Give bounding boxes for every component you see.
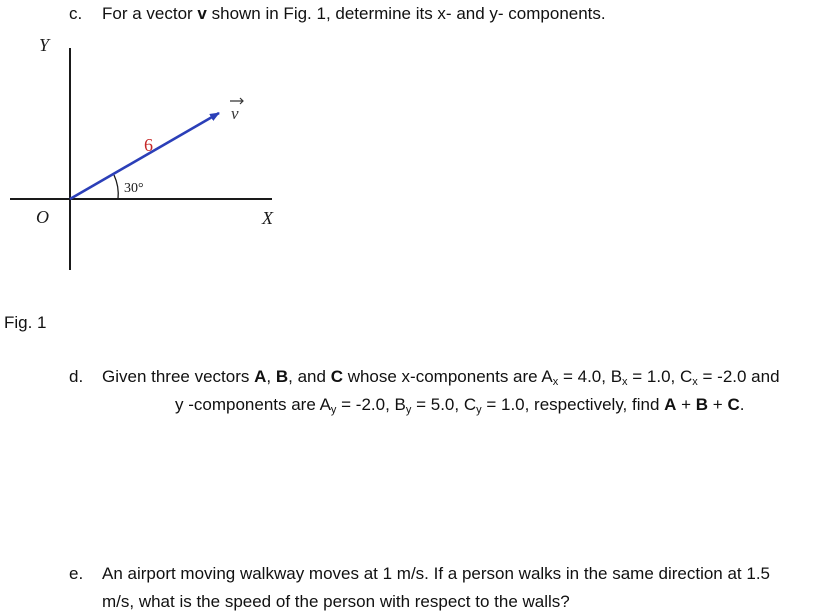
question-d-line-2 xyxy=(175,395,744,415)
vector-v-symbol: v xyxy=(197,4,207,23)
question-e-line-2: m/s, what is the speed of the person with respect to the walls? xyxy=(102,592,570,611)
subscript-x: x xyxy=(692,376,698,388)
origin-label: O xyxy=(36,207,49,227)
vector-v-label: v xyxy=(231,104,239,123)
ay-value: = -2.0, B xyxy=(336,395,406,414)
question-d-letter: d. xyxy=(69,367,84,386)
sum-b-symbol: B xyxy=(695,395,709,414)
subscript-y: y xyxy=(330,404,337,416)
magnitude-label: 6 xyxy=(144,135,153,155)
question-e-line-1: An airport moving walkway moves at 1 m/s. If a person walks in the same direction at 1.5 xyxy=(102,564,771,583)
question-c-text-2: shown in Fig. 1, determine its x- and y- components. xyxy=(206,4,606,23)
figure-caption: Fig. 1 xyxy=(4,313,47,332)
angle-label: 30° xyxy=(124,181,144,196)
question-e-letter: e. xyxy=(69,564,84,583)
vector-b-symbol: B xyxy=(275,367,289,386)
sum-c-symbol: C xyxy=(727,395,740,414)
subscript-y: y xyxy=(476,404,482,416)
cy-value: = 1.0, respectively, find xyxy=(481,395,665,414)
question-c-text-1: For a vector xyxy=(102,4,198,23)
plus-sign: + xyxy=(676,395,696,414)
y-axis-label: Y xyxy=(39,35,50,55)
vector-a-symbol: A xyxy=(254,367,267,386)
question-d-text: whose x-components are A xyxy=(342,367,553,386)
x-axis-label: X xyxy=(262,208,273,228)
cx-value: = -2.0 and xyxy=(697,367,780,386)
subscript-y: y xyxy=(405,404,412,416)
question-c-letter: c. xyxy=(69,4,83,23)
question-d-line-1 xyxy=(102,367,780,387)
period: . xyxy=(739,395,745,414)
subscript-x: x xyxy=(622,376,628,388)
angle-arc xyxy=(114,175,118,199)
question-d-text: y -components are A xyxy=(175,395,331,414)
vector-c-symbol: C xyxy=(330,367,343,386)
plus-sign: + xyxy=(708,395,728,414)
subscript-x: x xyxy=(552,376,559,388)
vector-v-arrow xyxy=(70,113,219,199)
by-value: = 5.0, C xyxy=(411,395,477,414)
bx-value: = 1.0, C xyxy=(627,367,693,386)
question-d-text: Given three vectors xyxy=(102,367,255,386)
separator: , xyxy=(266,367,276,386)
separator: , and xyxy=(288,367,331,386)
sum-a-symbol: A xyxy=(664,395,677,414)
ax-value: = 4.0, B xyxy=(558,367,623,386)
